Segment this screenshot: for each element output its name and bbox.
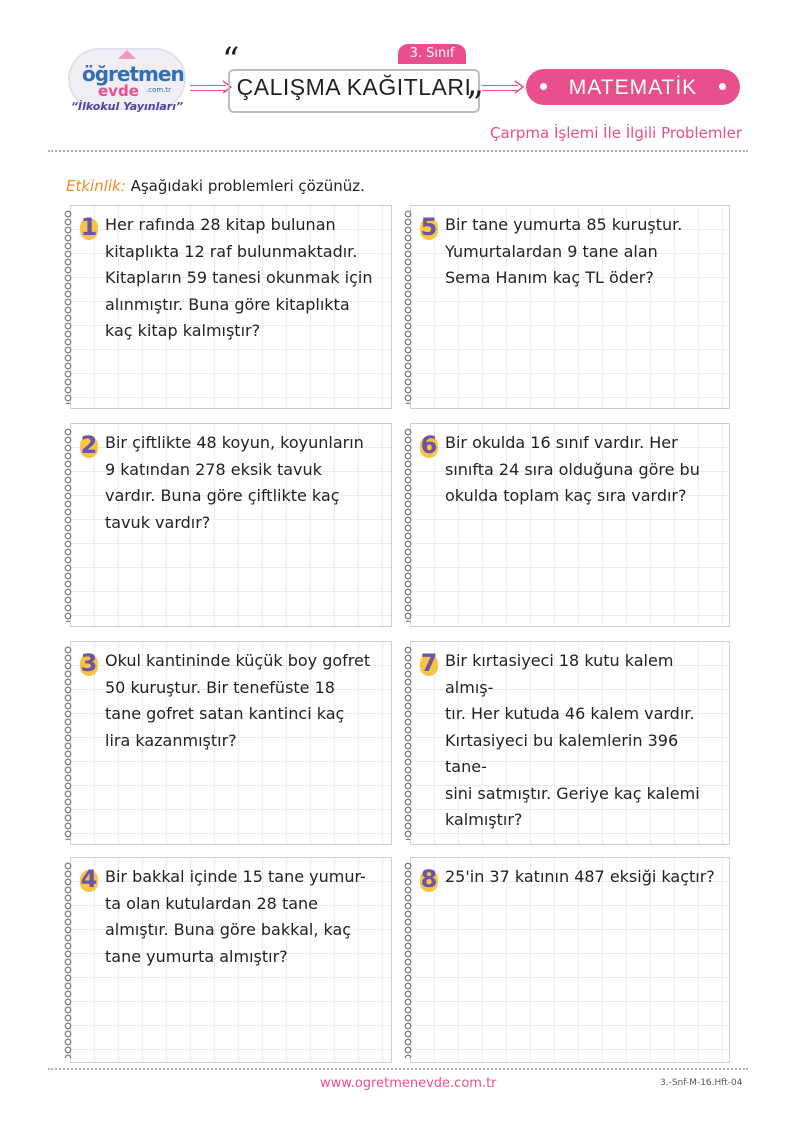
problem-number: 1 [80, 213, 98, 241]
house-icon [118, 50, 136, 59]
spiral-binding [403, 428, 413, 622]
logo-tagline: “İlkokul Yayınları” [70, 100, 184, 113]
problem-number-badge [79, 866, 99, 894]
footer-website-link[interactable]: www.ogretmenevde.com.tr [320, 1076, 497, 1091]
problem-number: 7 [420, 649, 438, 677]
problem-text: Bir tane yumurta 85 kuruştur. Yumurtalardan 9 tane alan Sema Hanım kaç TL öder? [445, 215, 683, 287]
worksheet-subtitle: Çarpma İşlemi İle İlgili Problemler [490, 124, 742, 142]
problem-number-badge [79, 214, 99, 242]
problem-text: 25'in 37 katının 487 eksiği kaçtır? [445, 867, 715, 886]
problem-number-badge [419, 214, 439, 242]
problem-text: Bir kırtasiyeci 18 kutu kalem almış- tır. Her kutuda 46 kalem vardır. Kırtasiyeci bu kalemlerin 396 tane- sini satmıştır. Geriye kaç kalemi kalmıştır? [445, 651, 700, 829]
problem-box-5 [410, 205, 730, 409]
spiral-binding [63, 862, 73, 1058]
logo-text-evde: evde [98, 82, 139, 100]
problem-text: Bir okulda 16 sınıf vardır. Her sınıfta 24 sıra olduğuna göre bu okulda toplam kaç sıra vardır? [445, 433, 700, 505]
problem-box-4 [70, 857, 392, 1063]
subject-badge [526, 69, 740, 105]
spiral-binding [63, 428, 73, 622]
header-divider [48, 150, 748, 152]
problem-number-badge [419, 432, 439, 460]
problem-text: Okul kantininde küçük boy gofret 50 kuruştur. Bir tenefüste 18 tane gofret satan kantinci kaç lira kazanmıştır? [105, 651, 371, 750]
logo-text-ogretmen: öğretmen [82, 62, 184, 86]
problem-text: Bir bakkal içinde 15 tane yumur- ta olan kutulardan 28 tane almıştır. Buna göre bakkal, kaç tane yumurta almıştır? [105, 867, 366, 966]
problem-text: Bir çiftlikte 48 koyun, koyunların 9 katından 278 eksik tavuk vardır. Buna göre çiftlikte kaç tavuk vardır? [105, 433, 364, 532]
problem-box-7 [410, 641, 730, 845]
spiral-binding [403, 862, 413, 1058]
problem-number-badge [419, 650, 439, 678]
problem-box-3 [70, 641, 392, 845]
bullet-icon [719, 83, 726, 90]
problem-number-badge [79, 432, 99, 460]
publisher-logo [68, 48, 186, 126]
subject-label: MATEMATİK [568, 76, 698, 99]
arrow-right-icon [482, 82, 518, 92]
logo-domain: .com.tr [146, 86, 172, 94]
worksheet-title: ÇALIŞMA KAĞITLARI [236, 74, 472, 100]
spiral-binding [403, 646, 413, 840]
spiral-binding [63, 646, 73, 840]
grade-badge: 3. Sınıf [398, 44, 466, 64]
close-quote-icon: ” [466, 84, 484, 124]
problem-number-badge [79, 650, 99, 678]
footer-divider [48, 1068, 748, 1070]
arrow-right-icon [190, 82, 226, 92]
problem-text: Her rafında 28 kitap bulunan kitaplıkta 12 raf bulunmaktadır. Kitapların 59 tanesi okunmak için alınmıştır. Buna göre kitaplıkta kaç kitap kalmıştır? [105, 215, 373, 340]
problem-number: 6 [420, 431, 438, 459]
problem-number: 8 [420, 865, 438, 893]
problem-number: 4 [80, 865, 98, 893]
instruction [66, 177, 365, 195]
problem-box-8 [410, 857, 730, 1063]
spiral-binding [403, 210, 413, 404]
problem-number: 2 [80, 431, 98, 459]
problem-number: 3 [80, 649, 98, 677]
problem-box-2 [70, 423, 392, 627]
instruction-label: Etkinlik: [66, 177, 126, 195]
problem-box-6 [410, 423, 730, 627]
problem-number-badge [419, 866, 439, 894]
footer-document-code: 3.-Snf-M-16.Hft-04 [660, 1078, 743, 1088]
open-quote-icon: “ [222, 40, 240, 80]
spiral-binding [63, 210, 73, 404]
problem-number: 5 [420, 213, 438, 241]
problem-box-1 [70, 205, 392, 409]
instruction-text: Aşağıdaki problemleri çözünüz. [130, 177, 365, 195]
